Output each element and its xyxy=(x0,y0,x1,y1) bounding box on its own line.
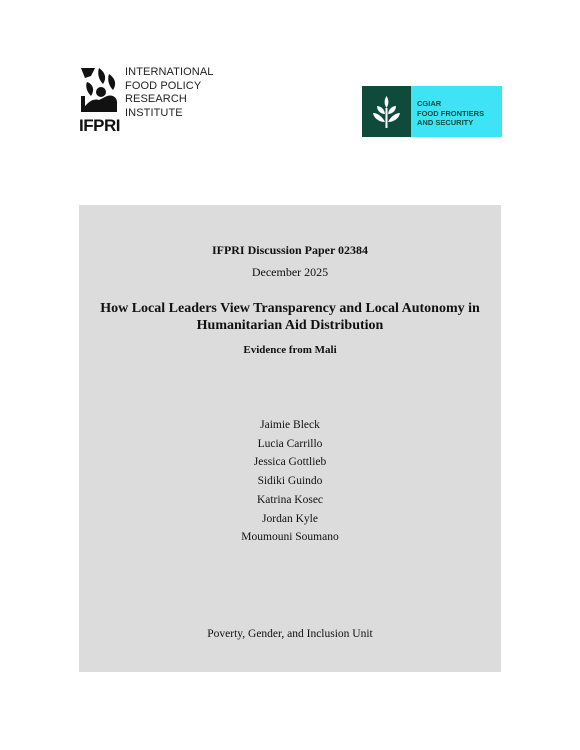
publication-date: December 2025 xyxy=(251,265,329,279)
ifpri-name-line: INSTITUTE xyxy=(125,106,183,119)
author-name: Katrina Kosec xyxy=(256,493,324,506)
cgiar-name xyxy=(411,86,502,137)
author-name: Jordan Kyle xyxy=(262,512,318,525)
ifpri-name-line: RESEARCH xyxy=(125,93,187,105)
author-list xyxy=(79,416,501,547)
author-name: Lucia Carrillo xyxy=(257,437,323,450)
author-name: Sidiki Guindo xyxy=(257,475,323,488)
ifpri-abbreviation: IFPRI xyxy=(79,116,120,135)
research-unit: Poverty, Gender, and Inclusion Unit xyxy=(207,628,373,640)
cgiar-logo xyxy=(362,86,502,137)
paper-title xyxy=(79,300,501,334)
ifpri-name-line: INTERNATIONAL xyxy=(125,66,214,78)
cgiar-leaf-icon xyxy=(362,86,411,137)
paper-subtitle: Evidence from Mali xyxy=(243,344,337,356)
author-name: Jessica Gottlieb xyxy=(253,456,327,469)
ifpri-name-line: FOOD POLICY xyxy=(125,79,202,92)
paper-series: IFPRI Discussion Paper 02384 xyxy=(211,243,369,257)
title-line: Humanitarian Aid Distribution xyxy=(196,318,384,333)
ifpri-full-name xyxy=(125,66,229,120)
title-line: How Local Leaders View Transparency and Local Autonomy in xyxy=(100,301,480,316)
ifpri-logo xyxy=(79,66,229,142)
cover-panel xyxy=(79,205,501,672)
cgiar-name-line: AND SECURITY xyxy=(417,118,474,127)
cgiar-name-line: FOOD FRONTIERS xyxy=(417,108,485,118)
ifpri-wheat-person-icon xyxy=(79,66,119,114)
cgiar-name-line: CGIAR xyxy=(417,99,442,108)
author-name: Jaimie Bleck xyxy=(260,419,320,431)
author-name: Moumouni Soumano xyxy=(241,531,339,544)
cgiar-mark xyxy=(362,86,411,137)
